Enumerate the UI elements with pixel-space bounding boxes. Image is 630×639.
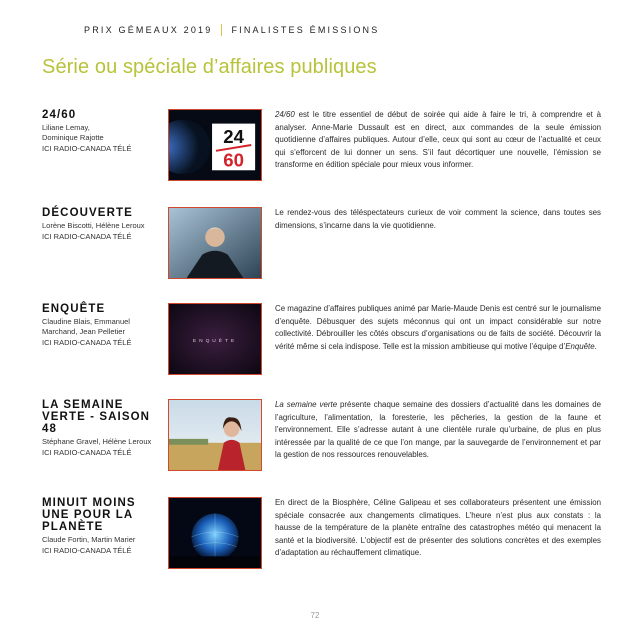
section-title: Série ou spéciale d’affaires publiques xyxy=(42,56,377,78)
broadcaster: ICI RADIO-CANADA TÉLÉ xyxy=(42,232,132,241)
show-description: La semaine verte présente chaque semaine des dossiers d’actualité dans les domaines de l’agriculture, l’alimentation, la foresterie, les pêcheries, la gestion de la faune et l’environnement. Elle s’adresse autant à une clientèle rurale qu’urbaine, de plus en plus intéressée par la qualité de ce que l’on mange, par la sauvegarde de l’environnement et par la gestion de nos ressources renouvelables. xyxy=(275,400,601,460)
page-header xyxy=(84,24,379,36)
entry-decouverte xyxy=(42,207,602,283)
show-thumbnail xyxy=(168,303,262,375)
show-title: 24/60 xyxy=(42,109,77,121)
header-event: PRIX GÉMEAUX 2019 xyxy=(84,25,213,35)
broadcaster: ICI RADIO-CANADA TÉLÉ xyxy=(42,144,132,153)
show-title: MINUIT MOINS UNE POUR LA PLANÈTE xyxy=(42,497,136,533)
broadcaster: ICI RADIO-CANADA TÉLÉ xyxy=(42,448,132,457)
broadcaster: ICI RADIO-CANADA TÉLÉ xyxy=(42,546,132,555)
producer-credits: Liliane Lemay, Dominique Rajotte xyxy=(42,123,104,142)
broadcaster: ICI RADIO-CANADA TÉLÉ xyxy=(42,338,132,347)
producer-credits: Claudine Blais, Emmanuel Marchand, Jean Pelletier xyxy=(42,317,130,336)
show-thumbnail xyxy=(168,207,262,279)
svg-text:ENQUÊTE: ENQUÊTE xyxy=(192,338,238,344)
producer-credits: Lorène Biscotti, Hélène Leroux xyxy=(42,221,145,230)
entry-la-semaine-verte xyxy=(42,399,602,475)
svg-text:60: 60 xyxy=(223,149,244,171)
entry-meta xyxy=(42,207,166,242)
thumbnail-enquete-image xyxy=(169,304,261,374)
entry-meta xyxy=(42,109,166,154)
show-thumbnail xyxy=(168,109,262,181)
entry-enquete xyxy=(42,303,602,379)
header-section: FINALISTES ÉMISSIONS xyxy=(231,25,380,35)
host-field-image xyxy=(169,400,261,470)
show-title: LA SEMAINE VERTE - SAISON 48 xyxy=(42,399,151,435)
show-description: Le rendez-vous des téléspectateurs curieux de voir comment la science, dans toutes ses dimensions, s’incarne dans la vie quotidienne. xyxy=(275,208,601,230)
show-thumbnail xyxy=(168,399,262,471)
svg-text:24: 24 xyxy=(223,126,244,148)
header-separator xyxy=(221,24,222,36)
entry-meta xyxy=(42,497,166,556)
page-number: 72 xyxy=(310,611,320,620)
show-description: Ce magazine d’affaires publiques animé par Marie-Maude Denis est centré sur le journalisme d’enquête. Débusquer des sujets méconnus qui ont un impact considérable sur notre collectivité. Débrouiller les côtés obscurs d’organisations ou de faits de société. Découvrir la vérité même si cela indispose. Telle est la mission ambitieuse qui motive l’équipe d’Enquête. xyxy=(275,304,601,351)
thumbnail-24-60-image xyxy=(169,110,261,180)
biosphere-dome-image xyxy=(169,498,261,568)
show-description: En direct de la Biosphère, Céline Galipeau et ses collaborateurs présentent une émission spéciale consacrée aux changements climatiques. L’heure n’est plus aux constats : la hausse de la température de la planète entraîne des catastrophes météo qui menacent la santé et la biodiversité. L’objectif est de présenter des solutions concrètes et des exemples d’adaptation au réchauffement climatique. xyxy=(275,498,601,558)
entry-24-60 xyxy=(42,109,602,185)
show-title: DÉCOUVERTE xyxy=(42,207,133,219)
producer-credits: Claude Fortin, Martin Marier xyxy=(42,535,136,544)
entry-minuit-moins-une xyxy=(42,497,602,573)
show-title: ENQUÊTE xyxy=(42,303,106,315)
producer-credits: Stéphane Gravel, Hélène Leroux xyxy=(42,437,152,446)
host-portrait-image xyxy=(169,208,261,278)
entry-meta xyxy=(42,303,166,348)
show-description: 24/60 est le titre essentiel de début de soirée qui aide à faire le tri, à comprendre et à analyser. Anne-Marie Dussault est en direct, aux commandes de la seule émission quotidienne d’affaires publiques. Autour d’elle, ceux qui sont au cœur de l’actualité et ceux qui s’efforcent de lui donner un sens. S’il faut décortiquer une nouvelle, l’émission se transforme en édition spéciale pour mieux vous informer. xyxy=(275,110,601,170)
entry-meta xyxy=(42,399,166,458)
show-thumbnail xyxy=(168,497,262,569)
